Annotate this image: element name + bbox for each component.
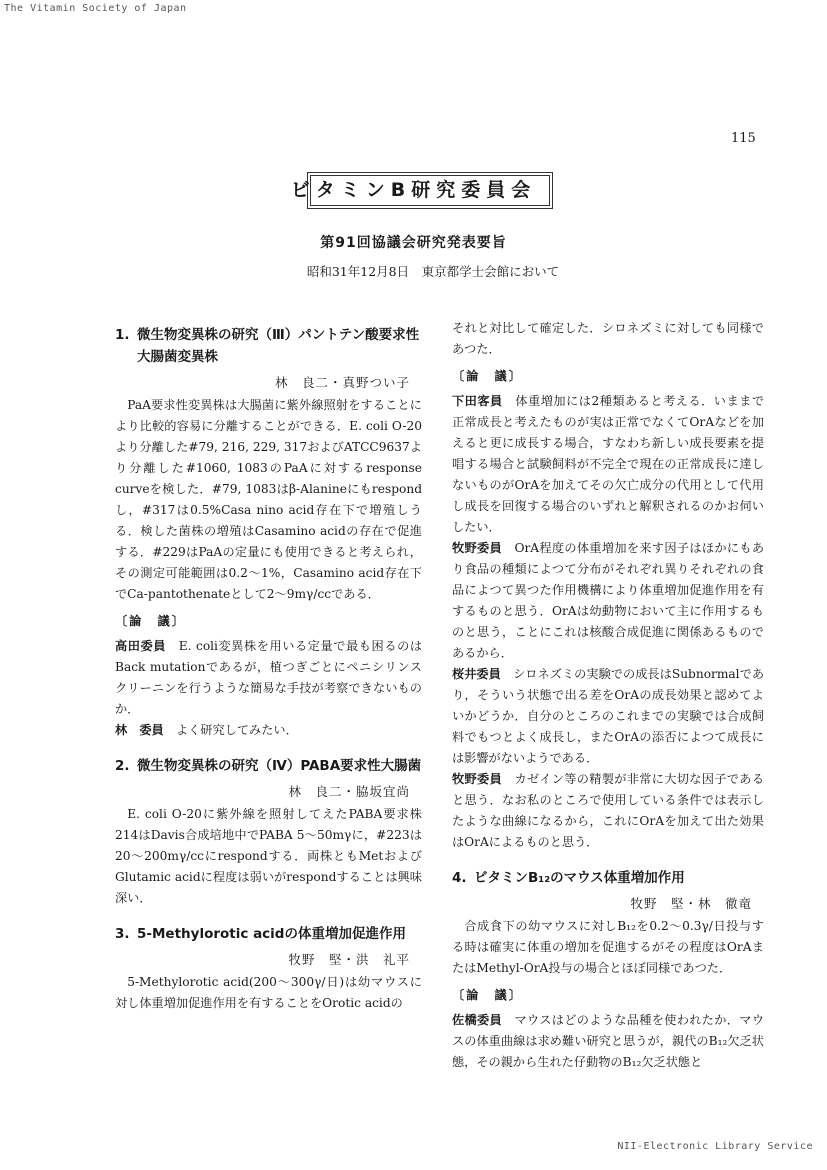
remark: 体重増加には2種類あると考える．いままで正常成長と考えたものが実は正常でなくてOrAなどを加えると更に成長する場合，すなわち新しい成長要素を提唱する場合と試験飼料が不完全で現在の正常成長に達しないものがOrAを加えてその欠亡成分の代用として代用し成長を回復する場合のいずれと解釈されるのかお伺いしたい． [452,394,765,534]
discussion-label: 〔論 議〕 [115,614,186,628]
discussion-entry [452,1010,764,1073]
paragraph: それと対比して確定した．シロネズミに対しても同様であつた． [452,321,764,356]
speaker: 佐橋委員 [452,1013,503,1027]
section-title: 微生物変異株の研究（Ⅳ）PABA要求性大腸菌 [137,758,422,774]
discussion-entry [115,720,422,741]
section-3-heading [115,923,422,945]
remark: よく研究してみたい． [175,723,298,737]
speaker: 下田客員 [452,394,503,408]
section-1-heading [115,324,422,368]
paragraph: E. coli O-20に紫外線を照射してえたPABA要求株214はDavis合成培地中でPABA 5〜50mγに，#223は20〜200mγ/ccにrespondする．両株ともMetおよびGlutamic acidに程度は弱いがrespondすることは興味深い． [115,807,422,905]
section-4-body [452,916,764,979]
discussion-entry [452,538,764,664]
main-title: ビタミンB研究委員会 [290,179,537,201]
paragraph: 合成食下の幼マウスに対しB₁₂を0.2〜0.3γ/日投与する時は確実に体重の増加を促進するがその程度はOrAまたはMethyl-OrA投与の場合とほぼ同様であつた． [452,919,764,975]
paragraph: PaA要求性変異株は大腸菌に紫外線照射をすることにより比較的容易に分離することができる．E. coli O-20より分離した#79, 216, 229, 317およびATCC9637より分離した#1060, 1083のPaAに対するresponse curveを検した．#79, 1083はβ-Alanineにもrespondし，#317は0.5%Casa nino acid存在下で増殖しうる．検した菌株の増殖はCasamino acidの存在で促進する．#229はPaAの定量にも使用できると考えられ，その測定可能範囲は0.2〜1%，Casamino acid存在下でCa-pantothenateとして2〜9mγ/ccである． [115,398,422,601]
discussion-entry [452,391,764,538]
section-4-heading [452,867,764,889]
section-title: 微生物変異株の研究（Ⅲ）パントテン酸要求性大腸菌変異株 [137,327,420,365]
speaker: 牧野委員 [452,772,503,786]
section-3-authors: 牧野 堅・洪 礼平 [288,952,410,967]
meeting-info: 昭和31年12月8日 東京都学士会館において [306,264,560,279]
sub-title: 第91回協議会研究発表要旨 [320,235,507,251]
continued-text [452,318,764,360]
speaker: 高田委員 [115,639,167,653]
speaker: 林 委員 [115,723,164,737]
discussion-entry [115,636,422,720]
discussion-label: 〔論 議〕 [452,988,523,1002]
spacer [115,741,422,749]
remark: E. coli変異株を用いる定量で最も困るのはBack mutationであるが，植つぎごとにペニシリンスクリーニンを行うような簡易な手技が考察できないものか． [115,639,423,716]
section-title: ビタミンB₁₂のマウス体重増加作用 [474,870,685,886]
right-column [452,318,764,1073]
section-4-authors: 牧野 堅・林 徹竜 [630,896,752,911]
speaker: 牧野委員 [452,541,502,555]
paragraph: 5-Methylorotic acid(200〜300γ/日)は幼マウスに対し体重増加促進作用を有することをOrotic acidの [115,975,422,1010]
section-2-body [115,804,422,909]
section-1-body [115,395,422,605]
section-3-body [115,972,422,1014]
section-1-authors: 林 良二・真野つい子 [274,375,410,390]
remark: シロネズミの実験での成長はSubnormalであり，そういう状態で出る差をOrAの成長効果と認めてよいかどうか．自分のところのこれまでの実験では合成飼料でもつとよく成長し，またOrAの添否によつて成長には影響がないようである． [452,667,765,765]
discussion-label: 〔論 議〕 [452,369,523,383]
left-column [115,318,422,1014]
page-number: 115 [731,131,756,146]
library-footer: NII-Electronic Library Service [617,1141,813,1152]
speaker: 桜井委員 [452,667,501,681]
section-number: 3. [115,926,130,942]
remark: マウスはどのような品種を使われたか．マウスの体重曲線は求め難い研究と思うが，親代のB₁₂欠乏状態，その親から生れた仔動物のB₁₂欠乏状態と [452,1013,765,1069]
discussion-entry [452,769,764,853]
section-number: 1. [115,327,130,343]
section-2-heading [115,755,422,777]
spacer [115,909,422,917]
discussion-entry [452,664,764,769]
section-title: 5-Methylorotic acidの体重増加促進作用 [137,926,406,942]
section-2-authors: 林 良二・脇坂宜尚 [288,784,410,799]
remark: カゼイン等の精製が非常に大切な因子であると思う．なお私のところで使用している条件では表示したような曲線になるから，これにOrAを加えて出た効果はOrAによるものと思う． [452,772,765,849]
section-number: 4. [452,870,467,886]
site-header: The Vitamin Society of Japan [4,3,187,14]
spacer [452,853,764,861]
remark: OrA程度の体重増加を来す因子はほかにもあり食品の種類によつて分布がそれぞれ異りそれぞれの食品によつて異つた作用機構により体重増加促進作用を有するものと思う．OrAは幼動物において主に作用するものと思う，ことにこれは核酸合成促進に関係あるものであるから． [452,541,765,660]
section-number: 2. [115,758,130,774]
